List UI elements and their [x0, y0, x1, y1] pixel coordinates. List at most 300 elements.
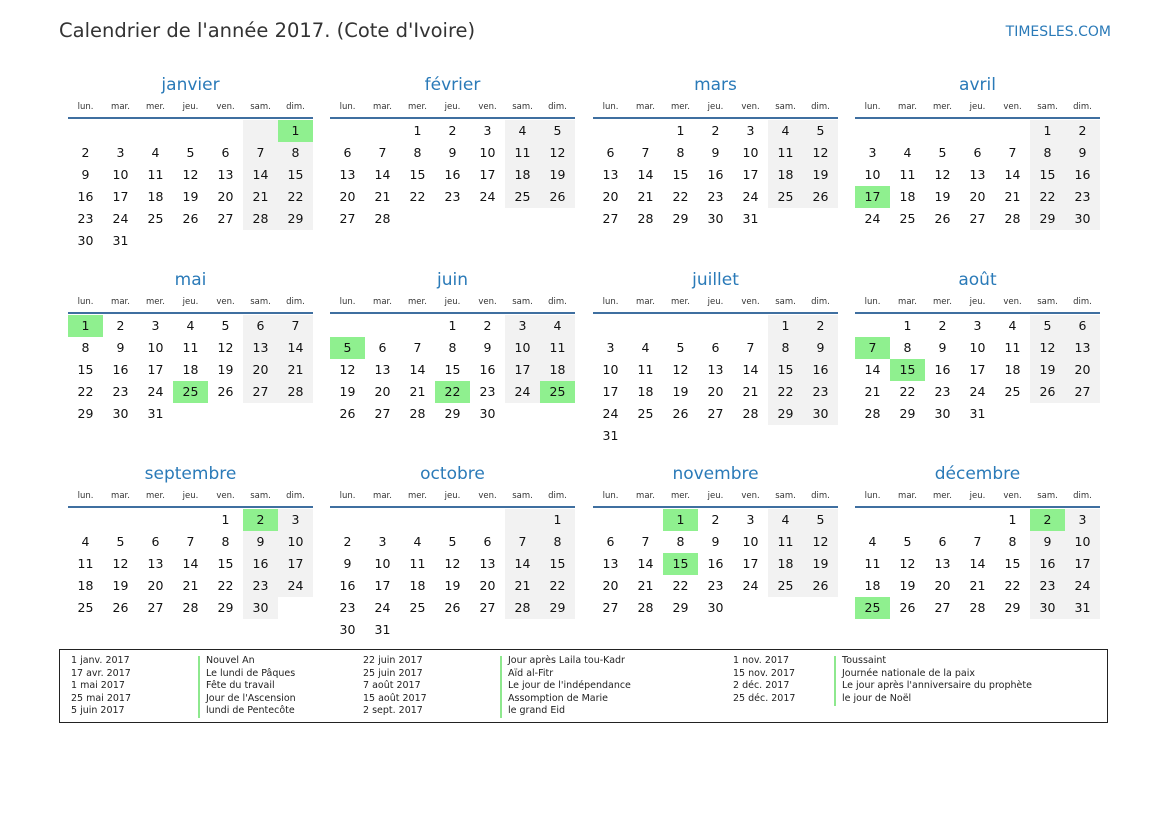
day-cell: 31	[374, 622, 391, 637]
month-10	[330, 462, 575, 641]
day-cell: 30	[803, 403, 838, 425]
weekday-label: dim.	[1073, 491, 1092, 501]
holiday-day-cell: 15	[890, 359, 925, 381]
weekday-label: sam.	[775, 297, 796, 307]
holiday-day-cell: 5	[330, 337, 365, 359]
day-cell: 13	[969, 167, 986, 182]
day-cell: 17	[374, 578, 391, 593]
empty-cell	[400, 509, 435, 531]
empty-cell	[470, 509, 505, 531]
week-row	[330, 164, 575, 186]
weekday-label: dim.	[1073, 102, 1092, 112]
week-row	[593, 337, 838, 359]
legend-date: 17 avr. 2017	[71, 667, 131, 679]
weekday-label: jeu.	[969, 491, 986, 501]
day-cell: 7	[505, 531, 540, 553]
day-cell: 28	[243, 208, 278, 230]
empty-cell	[243, 230, 278, 252]
empty-cell	[138, 509, 173, 531]
day-cell: 12	[339, 362, 356, 377]
day-cell: 1	[676, 123, 685, 138]
day-cell: 28	[637, 600, 654, 615]
day-cell: 3	[505, 315, 540, 337]
weekday-label: jeu.	[182, 297, 199, 307]
week-row	[330, 575, 575, 597]
day-cell: 28	[505, 597, 540, 619]
empty-cell	[663, 315, 698, 337]
day-cell: 4	[641, 340, 650, 355]
empty-cell	[1065, 403, 1100, 425]
day-cell: 8	[81, 340, 90, 355]
day-cell: 14	[637, 167, 654, 182]
day-cell: 6	[221, 145, 230, 160]
empty-cell	[768, 425, 803, 447]
day-cell: 8	[768, 337, 803, 359]
day-cell: 9	[483, 340, 492, 355]
day-cell: 8	[676, 145, 685, 160]
week-row	[593, 425, 838, 447]
empty-cell	[278, 403, 313, 425]
weekday-label: jeu.	[969, 102, 986, 112]
day-cell: 6	[606, 145, 615, 160]
brand-link[interactable]: TIMESLES.COM	[1005, 24, 1111, 40]
week-row	[68, 120, 313, 142]
legend-date: 25 déc. 2017	[733, 692, 796, 704]
week-row	[855, 381, 1100, 403]
day-cell: 14	[1004, 167, 1021, 182]
week-row	[68, 403, 313, 425]
weekday-label: lun.	[602, 491, 619, 501]
day-cell: 3	[483, 123, 492, 138]
empty-cell	[803, 425, 838, 447]
day-cell: 5	[903, 534, 912, 549]
empty-cell	[243, 120, 278, 142]
empty-cell	[540, 619, 575, 641]
day-cell: 9	[343, 556, 352, 571]
week-row	[855, 403, 1100, 425]
month-5	[68, 268, 313, 425]
weekday-label: dim.	[286, 102, 305, 112]
day-cell: 17	[742, 167, 759, 182]
day-cell: 6	[343, 145, 352, 160]
day-cell: 2	[116, 318, 125, 333]
day-cell: 4	[81, 534, 90, 549]
month-11	[593, 462, 838, 619]
weekday-label: jeu.	[707, 297, 724, 307]
weekday-label: lun.	[339, 102, 356, 112]
month-4	[855, 73, 1100, 230]
day-cell: 1	[540, 509, 575, 531]
legend-holiday-name: Toussaint	[842, 655, 887, 666]
day-cell: 29	[768, 403, 803, 425]
weekday-label: mar.	[373, 102, 392, 112]
day-cell: 15	[768, 359, 803, 381]
week-row	[330, 315, 575, 337]
day-cell: 20	[243, 359, 278, 381]
day-cell: 13	[243, 337, 278, 359]
day-cell: 4	[768, 509, 803, 531]
day-cell: 30	[707, 211, 724, 226]
week-row	[593, 531, 838, 553]
week-row	[68, 186, 313, 208]
day-cell: 30	[339, 622, 356, 637]
day-cell: 14	[864, 362, 881, 377]
day-cell: 16	[803, 359, 838, 381]
day-cell: 10	[505, 337, 540, 359]
day-cell: 19	[672, 384, 689, 399]
empty-cell	[173, 120, 208, 142]
day-cell: 27	[243, 381, 278, 403]
day-cell: 6	[1065, 315, 1100, 337]
day-cell: 8	[540, 531, 575, 553]
day-cell: 7	[641, 534, 650, 549]
day-cell: 20	[479, 578, 496, 593]
day-cell: 3	[116, 145, 125, 160]
day-cell: 8	[903, 340, 912, 355]
day-cell: 4	[903, 145, 912, 160]
day-cell: 26	[540, 186, 575, 208]
month-6	[330, 268, 575, 425]
month-name: avril	[959, 75, 996, 95]
weekday-label: dim.	[811, 297, 830, 307]
holiday-day-cell: 25	[540, 381, 575, 403]
day-cell: 28	[409, 406, 426, 421]
weekday-header	[855, 100, 1100, 114]
holiday-day-cell: 22	[435, 381, 470, 403]
empty-cell	[593, 509, 628, 531]
month-name: juin	[437, 270, 468, 290]
empty-cell	[138, 230, 173, 252]
day-cell: 30	[934, 406, 951, 421]
day-cell: 13	[147, 556, 164, 571]
day-cell: 31	[742, 211, 759, 226]
holiday-day-cell: 7	[855, 337, 890, 359]
day-cell: 20	[1065, 359, 1100, 381]
month-3	[593, 73, 838, 230]
header-divider	[68, 506, 313, 508]
day-cell: 20	[969, 189, 986, 204]
day-cell: 13	[602, 167, 619, 182]
day-cell: 3	[868, 145, 877, 160]
weekday-label: dim.	[548, 491, 567, 501]
day-cell: 19	[339, 384, 356, 399]
weekday-header	[593, 100, 838, 114]
day-cell: 12	[672, 362, 689, 377]
week-row	[330, 597, 575, 619]
day-cell: 6	[938, 534, 947, 549]
day-cell: 29	[77, 406, 94, 421]
empty-cell	[960, 120, 995, 142]
empty-cell	[628, 509, 663, 531]
legend-date: 1 mai 2017	[71, 680, 125, 692]
day-cell: 20	[147, 578, 164, 593]
day-cell: 30	[112, 406, 129, 421]
day-cell: 6	[483, 534, 492, 549]
empty-cell	[330, 509, 365, 531]
month-name: mars	[694, 75, 737, 95]
day-cell: 28	[742, 406, 759, 421]
day-cell: 6	[606, 534, 615, 549]
week-row	[855, 120, 1100, 142]
empty-cell	[68, 120, 103, 142]
day-cell: 18	[182, 362, 199, 377]
week-row	[855, 531, 1100, 553]
weekday-label: mar.	[373, 297, 392, 307]
day-cell: 22	[409, 189, 426, 204]
header-divider	[855, 506, 1100, 508]
legend-holiday-name: Jour de l'Ascension	[206, 692, 296, 704]
day-cell: 12	[899, 556, 916, 571]
day-cell: 18	[505, 164, 540, 186]
day-cell: 16	[1030, 553, 1065, 575]
day-cell: 25	[147, 211, 164, 226]
weekday-label: dim.	[286, 297, 305, 307]
day-cell: 7	[1008, 145, 1017, 160]
day-cell: 9	[711, 534, 720, 549]
day-cell: 25	[505, 186, 540, 208]
week-row	[330, 531, 575, 553]
day-cell: 31	[602, 428, 619, 443]
day-cell: 20	[602, 578, 619, 593]
day-cell: 22	[77, 384, 94, 399]
day-cell: 18	[540, 359, 575, 381]
empty-cell	[435, 509, 470, 531]
day-cell: 29	[540, 597, 575, 619]
day-cell: 11	[1004, 340, 1021, 355]
day-cell: 27	[217, 211, 234, 226]
week-row	[68, 208, 313, 230]
empty-cell	[208, 230, 243, 252]
empty-cell	[400, 619, 435, 641]
day-cell: 29	[278, 208, 313, 230]
day-cell: 17	[112, 189, 129, 204]
day-cell: 16	[707, 167, 724, 182]
week-row	[855, 575, 1100, 597]
empty-cell	[855, 315, 890, 337]
day-cell: 25	[1004, 384, 1021, 399]
day-cell: 27	[339, 211, 356, 226]
empty-cell	[365, 509, 400, 531]
legend-date: 25 juin 2017	[363, 667, 423, 679]
week-row	[593, 597, 838, 619]
day-cell: 27	[479, 600, 496, 615]
legend-dates-column-1	[71, 655, 131, 718]
day-cell: 23	[77, 211, 94, 226]
empty-cell	[400, 208, 435, 230]
weekday-label: jeu.	[444, 102, 461, 112]
day-cell: 10	[374, 556, 391, 571]
week-row	[68, 337, 313, 359]
week-row	[593, 381, 838, 403]
empty-cell	[663, 425, 698, 447]
day-cell: 13	[479, 556, 496, 571]
day-cell: 10	[602, 362, 619, 377]
day-cell: 28	[182, 600, 199, 615]
weekday-label: lun.	[77, 102, 94, 112]
weekday-header	[68, 489, 313, 503]
month-name: octobre	[420, 464, 485, 484]
day-cell: 10	[969, 340, 986, 355]
day-cell: 22	[540, 575, 575, 597]
day-cell: 14	[637, 556, 654, 571]
weekday-label: ven.	[741, 491, 760, 501]
legend-holiday-name: lundi de Pentecôte	[206, 705, 295, 717]
day-cell: 1	[903, 318, 912, 333]
holiday-day-cell: 2	[1030, 509, 1065, 531]
weekday-header	[593, 489, 838, 503]
weekday-label: mar.	[636, 102, 655, 112]
day-cell: 4	[413, 534, 422, 549]
day-cell: 9	[81, 167, 90, 182]
weekday-label: jeu.	[707, 491, 724, 501]
day-cell: 27	[602, 600, 619, 615]
day-cell: 2	[803, 315, 838, 337]
day-cell: 22	[1004, 578, 1021, 593]
week-row	[855, 315, 1100, 337]
weekday-label: mer.	[671, 491, 690, 501]
day-cell: 9	[1030, 531, 1065, 553]
weekday-label: lun.	[77, 491, 94, 501]
empty-cell	[698, 315, 733, 337]
month-12	[855, 462, 1100, 619]
day-cell: 24	[742, 578, 759, 593]
legend-names-column-3	[842, 655, 1032, 705]
week-row	[68, 230, 313, 252]
weekday-label: sam.	[250, 297, 271, 307]
week-row	[330, 619, 575, 641]
day-cell: 24	[112, 211, 129, 226]
day-cell: 15	[444, 362, 461, 377]
day-cell: 23	[934, 384, 951, 399]
day-cell: 7	[243, 142, 278, 164]
day-cell: 26	[803, 186, 838, 208]
day-cell: 29	[1030, 208, 1065, 230]
day-cell: 31	[1065, 597, 1100, 619]
day-cell: 11	[899, 167, 916, 182]
empty-cell	[995, 403, 1030, 425]
empty-cell	[698, 425, 733, 447]
day-cell: 28	[278, 381, 313, 403]
empty-cell	[733, 597, 768, 619]
weekday-label: dim.	[811, 102, 830, 112]
week-row	[330, 381, 575, 403]
day-cell: 4	[540, 315, 575, 337]
day-cell: 18	[637, 384, 654, 399]
day-cell: 26	[672, 406, 689, 421]
legend-holiday-name: le jour de Noël	[842, 692, 912, 704]
day-cell: 14	[505, 553, 540, 575]
day-cell: 12	[803, 142, 838, 164]
day-cell: 22	[899, 384, 916, 399]
day-cell: 14	[374, 167, 391, 182]
day-cell: 29	[1004, 600, 1021, 615]
week-row	[68, 531, 313, 553]
weekday-label: mar.	[636, 491, 655, 501]
day-cell: 26	[934, 211, 951, 226]
weekday-label: lun.	[864, 297, 881, 307]
day-cell: 26	[1030, 381, 1065, 403]
day-cell: 21	[182, 578, 199, 593]
empty-cell	[593, 315, 628, 337]
header-divider	[330, 312, 575, 314]
day-cell: 9	[803, 337, 838, 359]
legend-green-bar	[198, 656, 200, 718]
day-cell: 31	[969, 406, 986, 421]
weekday-label: ven.	[741, 102, 760, 112]
legend-date: 5 juin 2017	[71, 705, 125, 717]
day-cell: 18	[77, 578, 94, 593]
header-divider	[593, 117, 838, 119]
weekday-label: jeu.	[444, 491, 461, 501]
day-cell: 12	[540, 142, 575, 164]
day-cell: 27	[602, 211, 619, 226]
day-cell: 24	[505, 381, 540, 403]
day-cell: 19	[934, 189, 951, 204]
day-cell: 18	[768, 164, 803, 186]
day-cell: 5	[938, 145, 947, 160]
empty-cell	[470, 208, 505, 230]
day-cell: 7	[973, 534, 982, 549]
month-name: juillet	[692, 270, 739, 290]
day-cell: 29	[899, 406, 916, 421]
day-cell: 28	[864, 406, 881, 421]
day-cell: 2	[448, 123, 457, 138]
legend-holiday-name: Le lundi de Pâques	[206, 667, 296, 679]
day-cell: 20	[339, 189, 356, 204]
day-cell: 16	[339, 578, 356, 593]
empty-cell	[593, 120, 628, 142]
day-cell: 11	[637, 362, 654, 377]
day-cell: 24	[479, 189, 496, 204]
day-cell: 1	[1030, 120, 1065, 142]
week-row	[855, 164, 1100, 186]
day-cell: 4	[186, 318, 195, 333]
day-cell: 17	[147, 362, 164, 377]
day-cell: 9	[448, 145, 457, 160]
legend-date: 2 sept. 2017	[363, 705, 423, 717]
day-cell: 11	[540, 337, 575, 359]
day-cell: 7	[378, 145, 387, 160]
day-cell: 18	[899, 189, 916, 204]
day-cell: 29	[672, 211, 689, 226]
day-cell: 11	[147, 167, 164, 182]
day-cell: 21	[969, 578, 986, 593]
week-row	[68, 164, 313, 186]
day-cell: 2	[81, 145, 90, 160]
day-cell: 7	[278, 315, 313, 337]
day-cell: 11	[768, 142, 803, 164]
legend-date: 22 juin 2017	[363, 655, 423, 666]
day-cell: 31	[112, 233, 129, 248]
day-cell: 13	[374, 362, 391, 377]
day-cell: 24	[1065, 575, 1100, 597]
weekday-label: mer.	[671, 102, 690, 112]
day-cell: 18	[864, 578, 881, 593]
week-row	[68, 142, 313, 164]
empty-cell	[208, 120, 243, 142]
empty-cell	[540, 208, 575, 230]
day-cell: 12	[112, 556, 129, 571]
day-cell: 16	[479, 362, 496, 377]
weekday-label: lun.	[864, 491, 881, 501]
day-cell: 11	[409, 556, 426, 571]
weekday-label: mer.	[933, 102, 952, 112]
day-cell: 28	[969, 600, 986, 615]
empty-cell	[138, 120, 173, 142]
week-row	[593, 403, 838, 425]
empty-cell	[733, 425, 768, 447]
day-cell: 21	[637, 578, 654, 593]
